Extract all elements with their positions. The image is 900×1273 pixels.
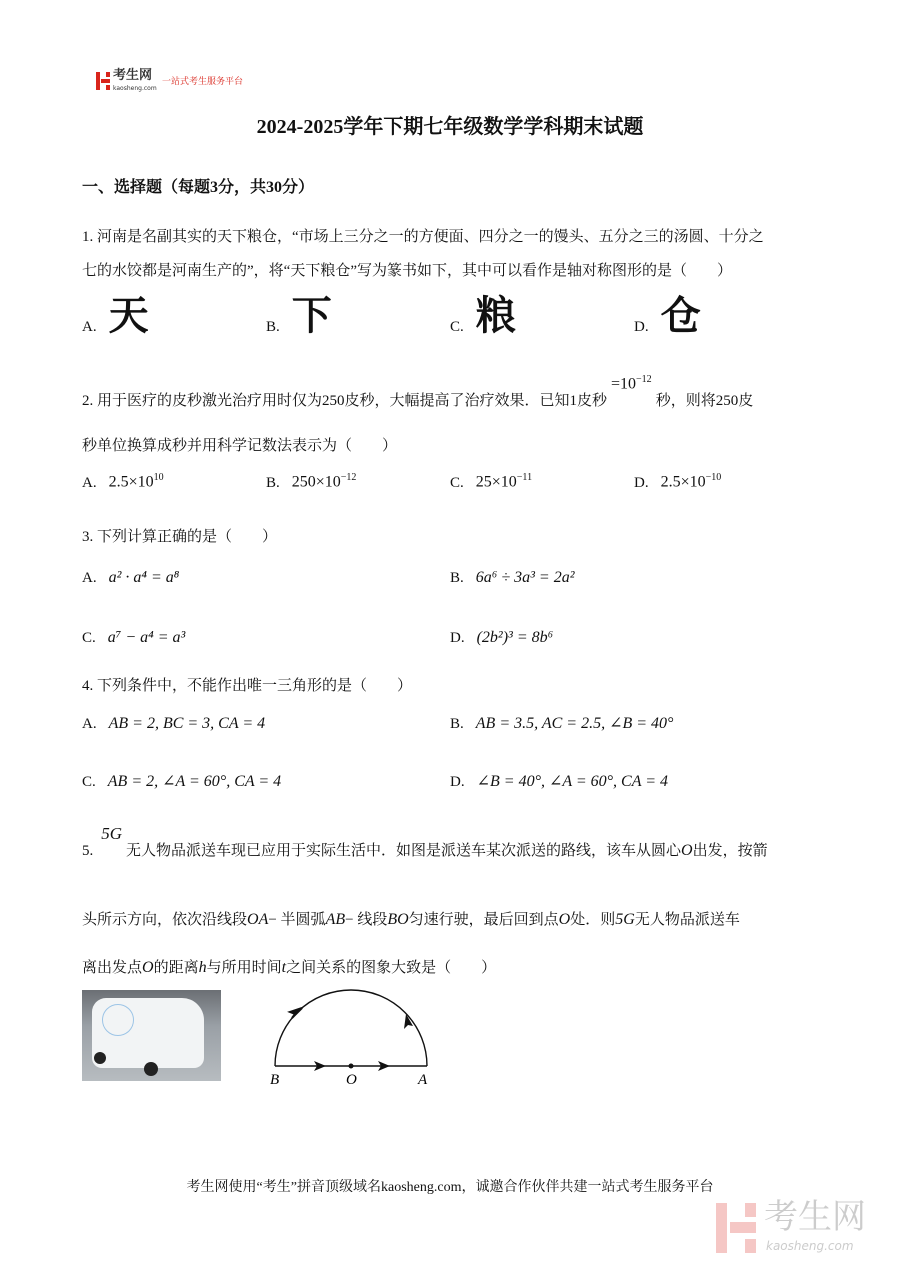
q4-option-d [450, 772, 668, 791]
q3-opt-a-label: A. [82, 570, 97, 587]
q2-line1 [82, 374, 754, 410]
q1-option-a [82, 293, 147, 339]
q4-option-c [82, 772, 281, 791]
q2-option-d [634, 472, 721, 492]
q3-stem: 3. 下列计算正确的是（ ） [82, 529, 278, 545]
q1-opt-a-seal: 天 [108, 293, 147, 339]
q3-option-c [82, 628, 185, 647]
logo-text: 考生网 [113, 68, 153, 83]
q5-bo: BO [387, 911, 409, 928]
q1-opt-a-label: A. [82, 319, 97, 335]
q1-option-b [266, 293, 330, 339]
q4-opt-a: AB = 2, BC = 3, CA = 4 [108, 715, 266, 732]
label-o: O [346, 1072, 357, 1088]
q5-line1b: 出发，按箭 [692, 843, 768, 860]
label-b: B [270, 1072, 280, 1088]
q5-l2b: − 半圆弧 [268, 912, 326, 928]
q1-opt-c-seal: 粮 [475, 293, 514, 339]
q5-l2d: 匀速行驶，最后回到点 [408, 912, 559, 928]
q1-line2: 七的水饺都是河南生产的”，将“天下粮仓”写为篆书如下，其中可以看作是轴对称图形的是（ ） [82, 263, 732, 279]
footer-text: 考生网使用“考生”拼音顶级域名kaosheng.com，诚邀合作伙伴共建一站式考生服务平台 [186, 1180, 714, 1195]
q4-opt-b: AB = 3.5, AC = 2.5, ∠B = 40° [475, 715, 674, 732]
q5-line1 [82, 824, 768, 860]
q5-5g2: 5G [615, 911, 635, 928]
q2-opt-b-label: B. [266, 474, 280, 491]
q4-opt-c-label: C. [82, 774, 96, 791]
q4-opt-d: ∠B = 40°, ∠A = 60°, CA = 4 [476, 773, 669, 790]
route-diagram [262, 988, 442, 1088]
q1-opt-d-seal: 仓 [660, 293, 699, 339]
q5-l3a: 离出发点 [82, 960, 143, 976]
arrow-left-icon [290, 1008, 302, 1018]
q2-opt-a-exp: 10 [153, 472, 164, 483]
q2-opt-b-exp: −12 [340, 472, 357, 483]
vehicle-photo [82, 990, 221, 1081]
q3-option-d [450, 628, 553, 647]
q1-opt-b-seal: 下 [291, 293, 330, 339]
watermark-text: 考生网 [764, 1197, 866, 1237]
q5-h: h [198, 959, 207, 976]
q5-num: 5. [82, 843, 94, 860]
q5-o3: O [142, 959, 154, 976]
q1-opt-b-label: B. [266, 319, 280, 335]
q5-t: t [281, 959, 287, 976]
logo-icon [96, 72, 110, 90]
q5-l2e: 处．则 [570, 912, 616, 928]
q2-opt-c-label: C. [450, 474, 464, 491]
q5-l2c: − 线段 [345, 912, 388, 928]
q2-opt-d-exp: −10 [705, 472, 722, 483]
q2-option-a [82, 472, 164, 492]
q3-option-a [82, 568, 179, 587]
q2-opt-a-base: 2.5×10 [108, 473, 154, 491]
q5-o2: O [558, 911, 571, 928]
q1-option-c [450, 293, 514, 339]
q5-line3 [82, 958, 496, 977]
q2-math-exp: −12 [636, 374, 652, 385]
q4-option-a [82, 714, 265, 733]
q3-opt-d: (2b²)³ = 8b⁶ [476, 629, 554, 646]
center-point [349, 1064, 354, 1069]
q1-option-d [634, 293, 699, 339]
q1-line1: 1. 河南是名副其实的天下粮仓，“市场上三分之一的方便面、四分之一的馒头、五分之三的汤圆、十分之 [82, 229, 764, 245]
q5-oa: OA [247, 911, 269, 928]
q1-opt-d-label: D. [634, 319, 649, 335]
q5-l3d: 之间关系的图象大致是（ ） [286, 960, 497, 976]
q5-line2 [82, 910, 740, 929]
q2-opt-d-base: 2.5×10 [660, 473, 706, 491]
q5-l2a: 头所示方向，依次沿线段 [82, 912, 248, 928]
q4-option-b [450, 714, 673, 733]
q2-math-wrap [611, 374, 652, 394]
q4-opt-d-label: D. [450, 774, 465, 791]
q5-ab: AB [325, 911, 346, 928]
q1-opt-c-label: C. [450, 319, 464, 335]
page-title: 2024-2025学年下期七年级数学学科期末试题 [256, 116, 644, 138]
q2-option-c [450, 472, 532, 492]
section-heading: 一、选择题（每题3分，共30分） [82, 179, 315, 196]
q2-opt-c-exp: −11 [516, 472, 533, 483]
q3-opt-a: a² · a⁴ = a⁸ [108, 569, 180, 586]
q5-l2f: 无人物品派送车 [634, 912, 740, 928]
q2-line2: 秒单位换算成秒并用科学记数法表示为（ ） [82, 438, 398, 454]
label-a: A [418, 1072, 428, 1088]
q3-opt-c: a⁷ − a⁴ = a³ [107, 629, 186, 646]
q2-opt-b-base: 250×10 [291, 473, 341, 491]
q2-line1b: 秒，则将250皮 [655, 392, 754, 409]
q3-opt-d-label: D. [450, 630, 465, 647]
q5-line1a: 无人物品派送车现已应用于实际生活中．如图是派送车某次派送的路线，该车从圆心 [126, 843, 682, 860]
q5-l3b: 的距离 [153, 960, 199, 976]
q4-stem: 4. 下列条件中，不能作出唯一三角形的是（ ） [82, 678, 413, 694]
q5-l3c: 与所用时间 [206, 960, 282, 976]
q2-opt-a-label: A. [82, 474, 97, 491]
q2-option-b [266, 472, 356, 492]
logo-sub: kaosheng.com [113, 85, 157, 92]
q5-o1: O [681, 842, 693, 860]
q2-line1a: 2. 用于医疗的皮秒激光治疗用时仅为250皮秒，大幅提高了治疗效果．已知1皮秒 [82, 392, 608, 409]
q2-opt-c-base: 25×10 [475, 473, 517, 491]
watermark-sub: kaosheng.com [766, 1239, 854, 1253]
q5-5g: 5G [101, 824, 123, 843]
q4-opt-c: AB = 2, ∠A = 60°, CA = 4 [107, 773, 282, 790]
watermark-logo-icon [716, 1203, 756, 1253]
q2-opt-d-label: D. [634, 474, 649, 491]
logo-slogan: 一站式考生服务平台 [162, 77, 244, 87]
q3-opt-c-label: C. [82, 630, 96, 647]
q4-opt-a-label: A. [82, 716, 97, 733]
q3-option-b [450, 568, 575, 587]
q2-math: =10 [611, 375, 637, 393]
q4-opt-b-label: B. [450, 716, 464, 733]
q3-opt-b: 6a⁶ ÷ 3a³ = 2a² [475, 569, 575, 586]
q3-opt-b-label: B. [450, 570, 464, 587]
